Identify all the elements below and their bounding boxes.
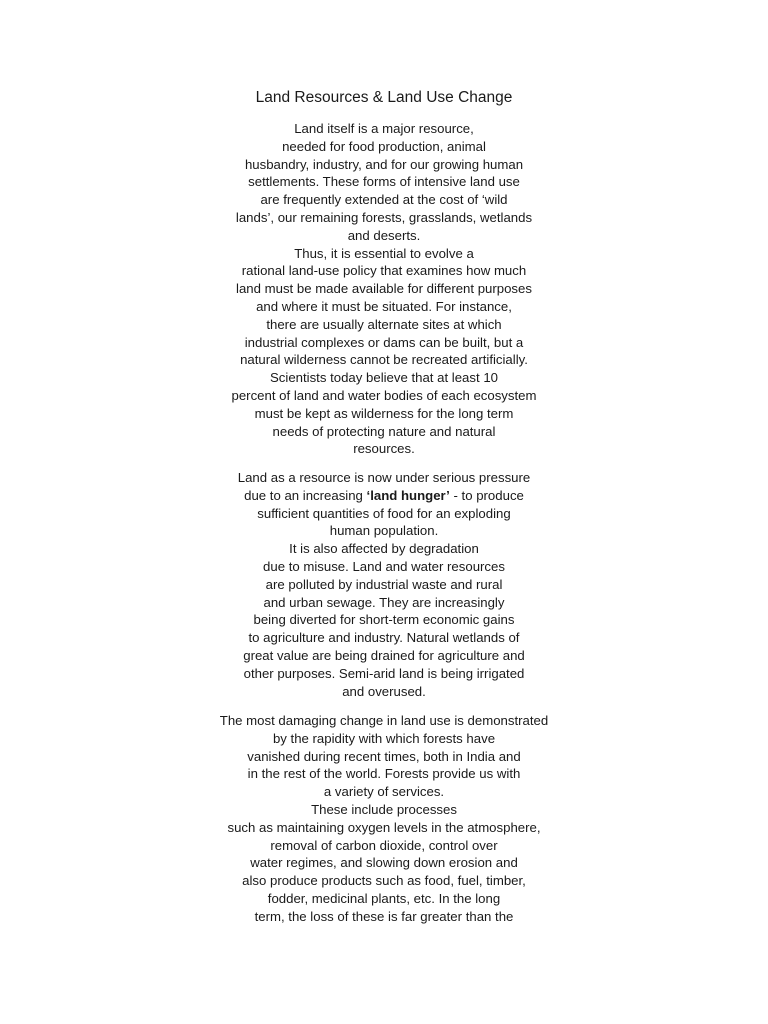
text-line: needs of protecting nature and natural [272, 423, 496, 439]
text-line: natural wilderness cannot be recreated artificially. [240, 352, 528, 368]
text-line: removal of carbon dioxide, control over [270, 837, 498, 853]
text-line: needed for food production, animal [282, 138, 486, 154]
text-line: there are usually alternate sites at which [266, 316, 502, 332]
text-line: The most damaging change in land use is demonstrated [219, 713, 549, 728]
text-line: These include processes [311, 801, 457, 817]
text-line: human population. [329, 523, 439, 539]
text-line: resources. [353, 441, 415, 457]
text-line: land must be made available for different purposes [236, 281, 532, 297]
text-line: percent of land and water bodies of each ecosystem [231, 387, 537, 403]
text-line: fodder, medicinal plants, etc. In the long [267, 890, 501, 906]
text-line: to agriculture and industry. Natural wetlands of [248, 630, 520, 646]
text-line: are frequently extended at the cost of ‘wild [260, 192, 508, 208]
text-line: by the rapidity with which forests have [272, 730, 496, 746]
emphasis-land-hunger: ‘land hunger’ [366, 487, 450, 503]
text-line: are polluted by industrial waste and rural [265, 576, 503, 592]
text-line: due to misuse. Land and water resources [263, 558, 505, 574]
text-line: Land itself is a major resource, [294, 121, 474, 136]
text-line: a variety of services. [323, 784, 445, 800]
text-line: in the rest of the world. Forests provide us with [247, 766, 521, 782]
text-line: sufficient quantities of food for an exploding [257, 505, 511, 521]
paragraph-land-itself [0, 120, 768, 458]
text-line: and urban sewage. They are increasingly [263, 594, 505, 610]
text-line: also produce products such as food, fuel, timber, [242, 873, 526, 889]
text-line: It is also affected by degradation [289, 541, 479, 557]
text-line-with-emphasis [0, 487, 768, 505]
page-title: Land Resources & Land Use Change [255, 89, 513, 106]
text-line: being diverted for short-term economic gains [253, 612, 515, 628]
text-line: and overused. [342, 683, 426, 699]
text-line: husbandry, industry, and for our growing human [244, 156, 524, 172]
paragraph-land-hunger [0, 469, 768, 700]
text-line: water regimes, and slowing down erosion and [250, 855, 518, 871]
paragraph-forests [0, 712, 768, 926]
text-line: rational land-use policy that examines how much [241, 263, 527, 279]
text-line: such as maintaining oxygen levels in the atmosphere, [227, 819, 541, 835]
text-line: Land as a resource is now under serious pressure [237, 470, 531, 485]
text-line: other purposes. Semi-arid land is being irrigated [243, 665, 525, 681]
text-line: industrial complexes or dams can be built, but a [244, 334, 524, 350]
text-line: great value are being drained for agriculture and [243, 647, 525, 663]
text-line: and where it must be situated. For instance, [256, 298, 512, 314]
text-line: settlements. These forms of intensive land use [248, 174, 520, 190]
text-line: vanished during recent times, both in India and [247, 748, 521, 764]
text-line: Scientists today believe that at least 10 [270, 370, 498, 386]
text-line: must be kept as wilderness for the long term [254, 405, 514, 421]
text-line: lands’, our remaining forests, grasslands, wetlands [235, 209, 533, 225]
text-line: Thus, it is essential to evolve a [294, 245, 474, 261]
text-run: - to produce [449, 487, 524, 503]
text-line: and deserts. [347, 227, 421, 243]
text-line: term, the loss of these is far greater than the [254, 908, 514, 924]
text-run: due to an increasing [244, 487, 367, 503]
